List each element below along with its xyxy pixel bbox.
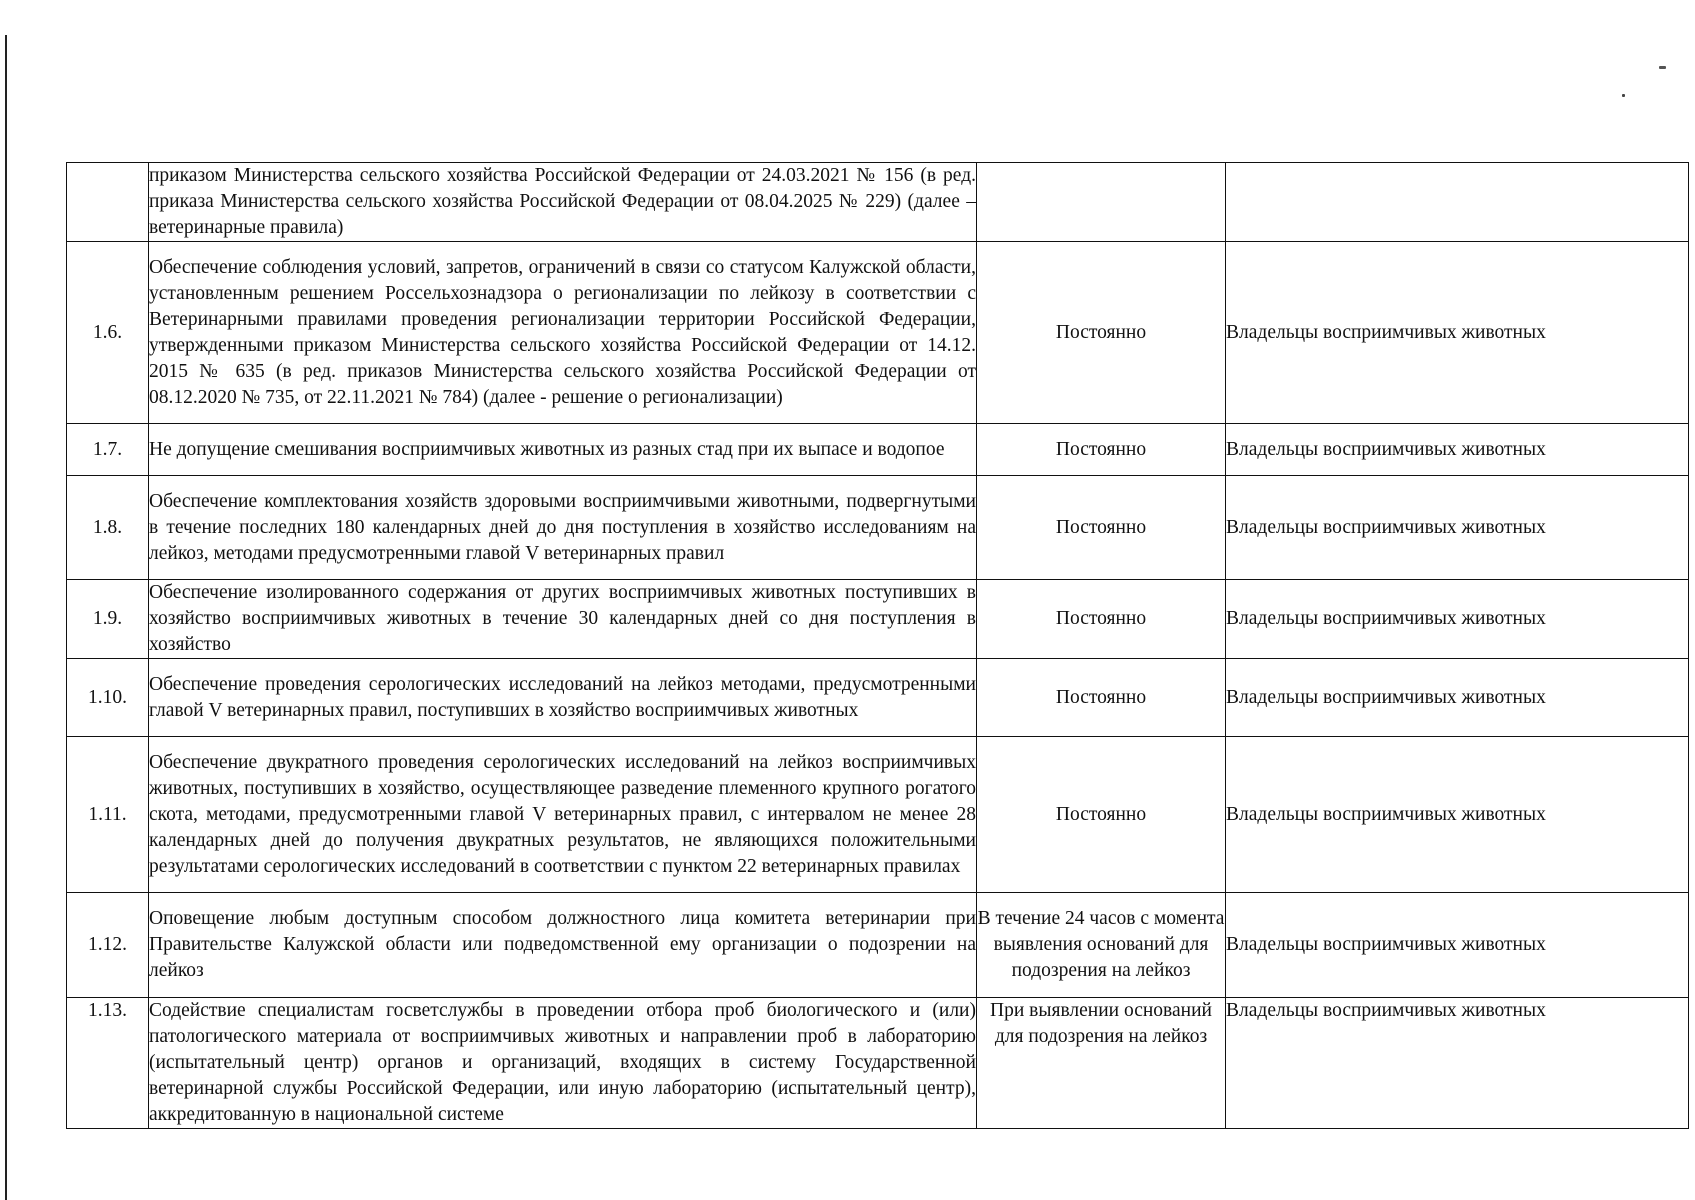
row-number: 1.12. [67,893,149,998]
measure-text: приказом Министерства сельского хозяйства Российской Федерации от 24.03.2021 № 156 (в ред. приказа Министерства сельского хозяйства Российской Федерации от 08.04.2025 № 229) (далее – ветеринарные правила) [149,163,977,242]
scan-edge-line [5,35,7,1200]
measure-text: Не допущение смешивания восприимчивых животных из разных стад при их выпасе и водопое [149,424,977,476]
responsible-cell: Владельцы восприимчивых животных [1226,659,1689,737]
measure-text: Обеспечение изолированного содержания от других восприимчивых животных поступивших в хозяйство восприимчивых животных в течение 30 календарных дней со дня поступления в хозяйство [149,580,977,659]
measure-text: Содействие специалистам госветслужбы в проведении отбора проб биологического и (или) патологического материала от восприимчивых животных и направлении проб в лабораторию (испытательный центр) органов и организаций, входящих в систему Государственной ветеринарной службы Российской Федерации, или иную лабораторию (испытательный центр), аккредитованную в национальной системе [149,998,977,1129]
table-row [67,242,1689,424]
measure-text: Обеспечение соблюдения условий, запретов, ограничений в связи со статусом Калужской области, установленным решением Россельхознадзора о регионализации по лейкозу в соответствии с Ветеринарными правилами проведения регионализации территории Российской Федерации, утвержденными приказом Министерства сельского хозяйства Российской Федерации от 14.12. 2015 № 635 (в ред. приказов Министерства сельского хозяйства Российской Федерации от 08.12.2020 № 735, от 22.11.2021 № 784) (далее - решение о регионализации) [149,242,977,424]
table-row [67,580,1689,659]
responsible-cell [1226,163,1689,242]
row-number: 1.13. [67,998,149,1129]
table-row [67,893,1689,998]
responsible-cell: Владельцы восприимчивых животных [1226,998,1689,1129]
responsible-cell: Владельцы восприимчивых животных [1226,424,1689,476]
measure-text: Обеспечение комплектования хозяйств здоровыми восприимчивыми животными, подвергнутыми в течение последних 180 календарных дней до дня поступления в хозяйство исследованиям на лейкоз, методами предусмотренными главой V ветеринарных правил [149,476,977,580]
table-row [67,476,1689,580]
deadline-cell: Постоянно [977,424,1226,476]
deadline-cell: При выявлении оснований для подозрения на лейкоз [977,998,1226,1129]
table-row [67,424,1689,476]
row-number [67,163,149,242]
responsible-cell: Владельцы восприимчивых животных [1226,242,1689,424]
deadline-cell: Постоянно [977,659,1226,737]
responsible-cell: Владельцы восприимчивых животных [1226,737,1689,893]
row-number: 1.7. [67,424,149,476]
table-row [67,659,1689,737]
deadline-cell: Постоянно [977,476,1226,580]
measure-text: Обеспечение двукратного проведения серологических исследований на лейкоз восприимчивых животных, поступивших в хозяйство, осуществляющее разведение племенного крупного рогатого скота, методами, предусмотренными главой V ветеринарных правил, с интервалом не менее 28 календарных дней до получения двукратных результатов, не являющихся положительными результатами серологических исследований в соответствии с пунктом 22 ветеринарных правилах [149,737,977,893]
measure-text: Обеспечение проведения серологических исследований на лейкоз методами, предусмотренными главой V ветеринарных правил, поступивших в хозяйство восприимчивых животных [149,659,977,737]
measures-table [66,162,1689,1129]
row-number: 1.8. [67,476,149,580]
table-row [67,737,1689,893]
scan-speck [1622,94,1625,97]
deadline-cell: В течение 24 часов с момента выявления оснований для подозрения на лейкоз [977,893,1226,998]
row-number: 1.9. [67,580,149,659]
table-row [67,998,1689,1129]
row-number: 1.10. [67,659,149,737]
responsible-cell: Владельцы восприимчивых животных [1226,580,1689,659]
row-number: 1.11. [67,737,149,893]
deadline-cell: Постоянно [977,737,1226,893]
responsible-cell: Владельцы восприимчивых животных [1226,476,1689,580]
measure-text: Оповещение любым доступным способом должностного лица комитета ветеринарии при Правительстве Калужской области или подведомственной ему организации о подозрении на лейкоз [149,893,977,998]
scan-speck [1659,66,1666,69]
table-row [67,163,1689,242]
responsible-cell: Владельцы восприимчивых животных [1226,893,1689,998]
deadline-cell [977,163,1226,242]
deadline-cell: Постоянно [977,580,1226,659]
deadline-cell: Постоянно [977,242,1226,424]
row-number: 1.6. [67,242,149,424]
